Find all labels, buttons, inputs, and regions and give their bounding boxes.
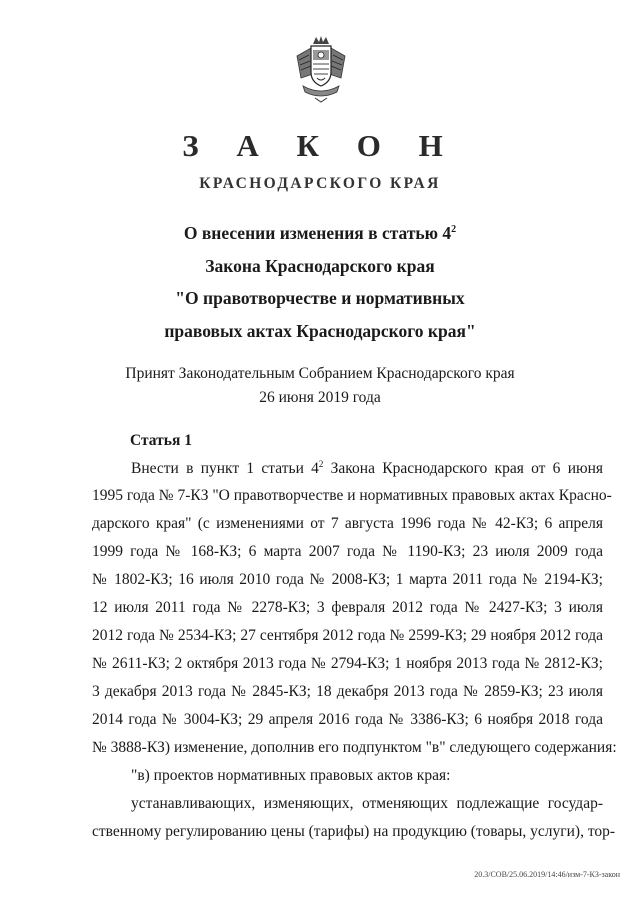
subject-line-1: О внесении изменения в статью $4^2$ [183,223,457,243]
coat-of-arms-icon [293,34,349,104]
article-line: 1999 года № 168-КЗ; 6 марта 2007 года № 1190-КЗ; 23 июля 2009 года [92,543,603,560]
article-line: ственному регулированию цены (тарифы) на продукцию (товары, услуги), тор- [92,823,616,840]
article-line: № 2611-КЗ; 2 октября 2013 года № 2794-КЗ; 1 ноября 2013 года № 2812-КЗ; [92,655,603,672]
adoption-statement: Принят Законодательным Собранием Краснодарского края [125,365,515,382]
article-line: № 1802-КЗ; 16 июля 2010 года № 2008-КЗ; 1 марта 2011 года № 2194-КЗ; [92,571,603,588]
subject-line-3: "О правотворчестве и нормативных [175,288,465,308]
article-line: № 3888-КЗ) изменение, дополнив его подпунктом "в" следующего содержания: [92,739,617,756]
document-code: 20.3/COB/25.06.2019/14:46/изм-7-КЗ-закон [474,870,620,879]
adoption-date: 26 июня 2019 года [259,389,381,406]
subject-line-4: правовых актах Краснодарского края" [164,321,476,341]
article-line: 12 июля 2011 года № 2278-КЗ; 3 февраля 2012 года № 2427-КЗ; 3 июля [92,599,603,616]
law-title: З А К О Н [182,128,458,163]
subject-line-2: Закона Краснодарского края [205,256,435,276]
region-name: КРАСНОДАРСКОГО КРАЯ [199,175,441,192]
article-line: 1995 года № 7-КЗ "О правотворчестве и нормативных правовых актах Красно- [92,487,612,504]
article-heading: Статья 1 [130,432,192,449]
article-line: Внести в пункт 1 статьи $4^2$ Закона Краснодарского края от 6 июня [131,459,603,478]
article-line: "в) проектов нормативных правовых актов края: [131,767,451,784]
article-line: 3 декабря 2013 года № 2845-КЗ; 18 декабря 2013 года № 2859-КЗ; 23 июля [92,683,603,700]
article-line: 2012 года № 2534-КЗ; 27 сентября 2012 года № 2599-КЗ; 29 ноября 2012 года [92,627,603,644]
article-line: дарского края" (с изменениями от 7 августа 1996 года № 42-КЗ; 6 апреля [92,515,603,532]
article-line: 2014 года № 3004-КЗ; 29 апреля 2016 года № 3386-КЗ; 6 ноября 2018 года [92,711,603,728]
article-line: устанавливающих, изменяющих, отменяющих подлежащие государ- [131,795,603,812]
